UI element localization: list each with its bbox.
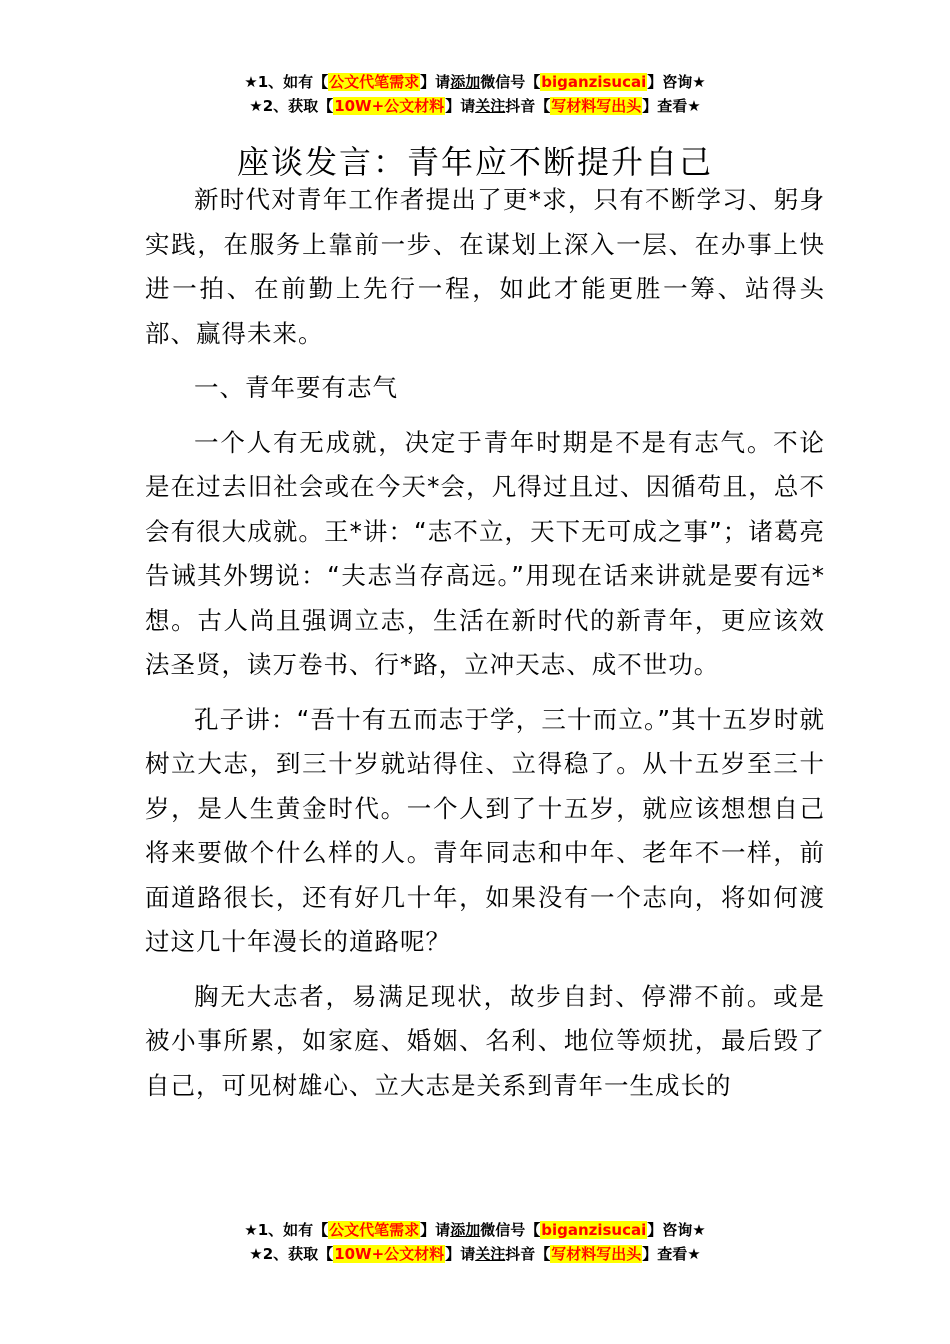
banner-text: 抖音【 xyxy=(505,97,551,115)
banner-highlight: biganzisucai xyxy=(541,73,647,91)
paragraph: 一个人有无成就，决定于青年时期是不是有志气。不论是在过去旧社会或在今天*会，凡得过且过、因循苟且，总不会有很大成就。王*讲：“志不立，天下无可成之事”；诸葛亮告诫其外甥说：“夫志当存高远。”用现在话来讲就是要有远*想。古人尚且强调立志，生活在新时代的新青年，更应该效法圣贤，读万卷书、行*路，立冲天志、成不世功。 xyxy=(145,427,825,679)
banner-text: 】请 xyxy=(420,73,451,91)
banner-text: 】查看★ xyxy=(642,97,701,115)
banner-underlined-text: 关注 xyxy=(475,1245,506,1263)
banner-line-1 xyxy=(0,70,950,94)
banner-highlight: 10W+公文材料 xyxy=(334,1245,445,1263)
banner-highlight: 公文代笔需求 xyxy=(329,73,420,91)
banner-text: 】查看★ xyxy=(642,1245,701,1263)
banner-highlight: 公文代笔需求 xyxy=(329,1221,420,1239)
banner-text: 微信号【 xyxy=(480,1221,541,1239)
banner-line-2 xyxy=(0,94,950,118)
banner-text: ★2、获取【 xyxy=(249,1245,334,1263)
banner-text: 】咨询★ xyxy=(647,73,706,91)
banner-text: ★1、如有【 xyxy=(244,1221,329,1239)
document-body xyxy=(145,178,825,1118)
banner-text: 】请 xyxy=(420,1221,451,1239)
banner-text: 抖音【 xyxy=(505,1245,551,1263)
footer-banner xyxy=(0,1218,950,1266)
banner-underlined-text: 关注 xyxy=(475,97,506,115)
banner-underlined-text: 添加 xyxy=(450,73,481,91)
header-banner xyxy=(0,70,950,118)
banner-highlight: 写材料写出头 xyxy=(551,1245,642,1263)
banner-line-2 xyxy=(0,1242,950,1266)
banner-text: 】请 xyxy=(445,97,476,115)
section-heading: 一、青年要有志气 xyxy=(194,373,398,402)
paragraph: 胸无大志者，易满足现状，故步自封、停滞不前。或是被小事所累，如家庭、婚姻、名利、地位等烦扰，最后毁了自己，可见树雄心、立大志是关系到青年一生成长的 xyxy=(145,981,825,1100)
banner-line-1 xyxy=(0,1218,950,1242)
banner-text: ★2、获取【 xyxy=(249,97,334,115)
paragraph: 孔子讲：“吾十有五而志于学，三十而立。”其十五岁时就树立大志，到三十岁就站得住、立得稳了。从十五岁至三十岁，是人生黄金时代。一个人到了十五岁，就应该想想自己将来要做个什么样的人。青年同志和中年、老年不一样，前面道路很长，还有好几十年，如果没有一个志向，将如何渡过这几十年漫长的道路呢？ xyxy=(145,704,825,956)
banner-highlight: biganzisucai xyxy=(541,1221,647,1239)
paragraph: 新时代对青年工作者提出了更*求，只有不断学习、躬身实践，在服务上靠前一步、在谋划上深入一层、在办事上快进一拍、在前勤上先行一程，如此才能更胜一筹、站得头部、赢得未来。 xyxy=(145,185,825,348)
banner-highlight: 写材料写出头 xyxy=(551,97,642,115)
banner-text: 】请 xyxy=(445,1245,476,1263)
document-title: 座谈发言：青年应不断提升自己 xyxy=(236,143,713,182)
banner-underlined-text: 添加 xyxy=(450,1221,481,1239)
banner-highlight: 10W+公文材料 xyxy=(334,97,445,115)
banner-text: ★1、如有【 xyxy=(244,73,329,91)
banner-text: 微信号【 xyxy=(480,73,541,91)
banner-text: 】咨询★ xyxy=(647,1221,706,1239)
